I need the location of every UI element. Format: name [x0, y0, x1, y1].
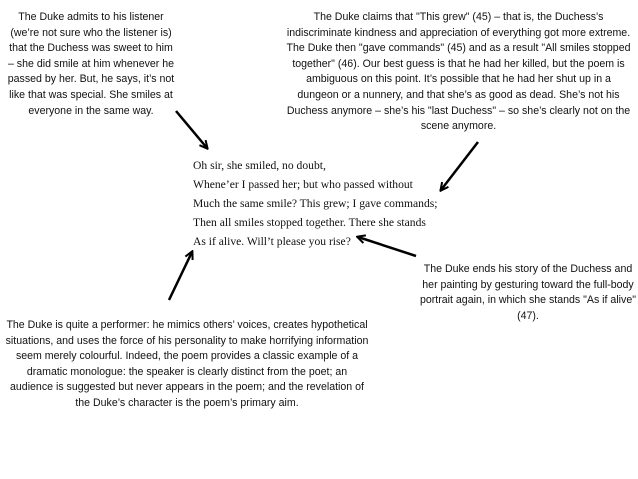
annotation-smiles: The Duke admits to his listener (we’re not sure who the listener is) that the Duchess was sweet to him – she did smile at him whenever he passed by her. But, he says, it’s not like that was special. She smiles at everyone in the same way. [7, 11, 175, 117]
poem-line: Much the same smile? This grew; I gave commands; [193, 197, 438, 210]
poem-line: Oh sir, she smiled, no doubt, [193, 159, 326, 172]
poem-line: Whene’er I passed her; but who passed without [193, 178, 413, 191]
annotation-as-if-alive: The Duke ends his story of the Duchess and her painting by gesturing toward the full-body portrait again, in which she stands "As if alive" (47). [420, 263, 636, 322]
arrow-top-right [441, 142, 478, 190]
arrow-right [358, 237, 416, 256]
annotation-dramatic-monologue: The Duke is quite a performer: he mimics others’ voices, creates hypothetical situations, and uses the force of his personality to make horrifying information seem merely colourful. Indeed, the poem provides a classic example of a dramatic monologue: the speaker is clearly distinct from the poet; an audience is suggested but never appears in the poem; and the revelation of the Duke’s character is the poem’s primary aim. [5, 319, 369, 409]
annotation-this-grew: The Duke claims that "This grew" (45) – that is, the Duchess's indiscriminate kindness and appreciation of everything got more extreme. The Duke then "gave commands" (45) and as a result "All smiles stopped together" (46). Our best guess is that he had her killed, but the poem is ambiguous on this point. It’s possible that he had her shut up in a dungeon or a nunnery, and that she’s as good as dead. She’s not his Duchess anymore – she’s his "last Duchess" – so she’s clearly not on the scene anymore. [286, 11, 631, 133]
poem-line: As if alive. Will’t please you rise? [193, 235, 351, 248]
poem-line: Then all smiles stopped together. There she stands [193, 216, 426, 229]
arrow-bottom-left [169, 252, 192, 300]
arrow-top-left [176, 111, 207, 148]
